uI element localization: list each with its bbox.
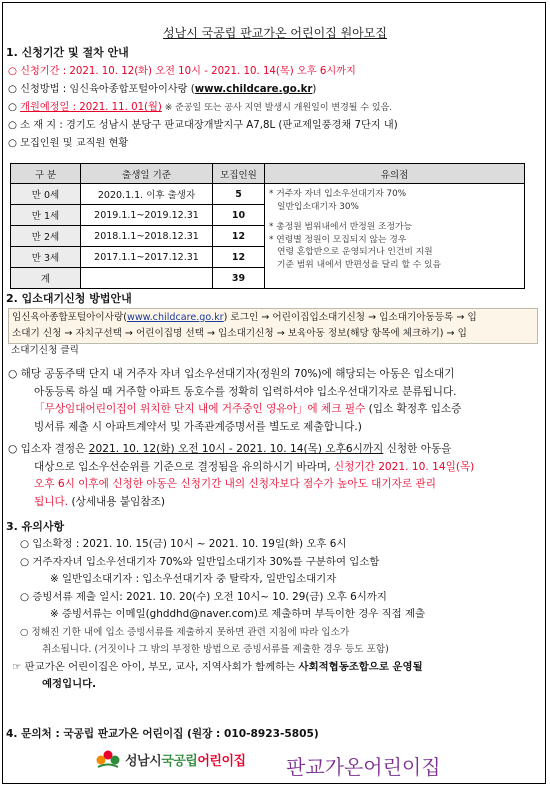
para-underline: 2021. 10. 12(화) 오전 10시 - 2021. 10. 14(목) 오후6시까지 (88, 443, 384, 455)
row-count: 12 (213, 247, 265, 268)
para-line (8, 441, 474, 459)
list-item: ○ 거주자자녀 입소우선대기자 70%와 일반입소대기자 30%를 구분하여 입소함 (20, 555, 380, 568)
list-item: ※ 증빙서류는 이메일(ghddhd@naver.com)로 제출하며 부득이한 경우 직접 제출 (50, 608, 426, 620)
note-line: * 거주자 자녀 입소우선대기자 70% (269, 189, 407, 199)
apply-steps-box (8, 308, 538, 344)
para-text: (입소 확정후 입소증 (365, 403, 462, 415)
table-row (11, 184, 525, 205)
opening-date (8, 100, 392, 116)
opening-date-label: 개원예정일 : 2021. 11. 01(월) (20, 102, 162, 113)
note-line: 일반입소대기자 30% (277, 201, 359, 212)
header-notes: 유의점 (265, 164, 525, 184)
paragraph-decision (8, 441, 474, 511)
table-header-row (11, 164, 525, 184)
para-line: ○ 해당 공동주택 단지 내 거주자 자녀 입소우선대기자(정원의 70%)에 해당되는 아동은 입소대기 (8, 368, 455, 380)
logo-text-public: 국공립 (161, 753, 198, 769)
logo-text (125, 750, 246, 769)
row-birth: 2018.1.1~2018.12.31 (81, 226, 213, 247)
logo-icon (95, 748, 121, 770)
note-line: 기준 범위 내에서 반편성을 달리 할 수 있음 (277, 259, 442, 270)
row-count: 5 (213, 184, 265, 205)
row-birth (81, 268, 213, 289)
address: ○ 소 재 지 : 경기도 성남시 분당구 판교대장개발지구 A7,8L (판교제일풍경채 7단지 내) (8, 120, 398, 131)
list-text: ☞ 판교가온 어린이집은 아이, 부모, 교사, 지역사회가 함께하는 (12, 660, 299, 673)
list-item: 예정입니다. (42, 678, 97, 690)
childcare-link[interactable]: www.childcare.go.kr (194, 84, 313, 95)
header-group: 구 분 (11, 164, 81, 184)
header-birth: 출생일 기준 (81, 164, 213, 184)
page-title: 성남시 국공립 판교가온 어린이집 원아모집 (163, 26, 387, 40)
row-birth: 2020.1.1. 이후 출생자 (81, 184, 213, 205)
contact-info: 4. 문의처 : 국공립 판교가온 어린이집 (원장 : 010-8923-5805) (6, 728, 319, 740)
row-count: 10 (213, 205, 265, 226)
para-line: 아동등록 하실 때 거주할 아파트 동호수를 정확히 입력하셔야 입소우선대기자로 분류됩니다. (34, 385, 457, 398)
para-red: 됩니다. (34, 495, 69, 508)
note-line: 연령 혼합반으로 운영되거나 인건비 지원 (277, 247, 433, 257)
list-bold: 사회적협동조합으로 운영될 (298, 660, 423, 673)
apply-steps-prefix: 임신육아종합포털아이사랑( (12, 312, 127, 323)
box-childcare-link[interactable]: www.childcare.go.kr (126, 312, 224, 323)
logo-text-city: 성남시 (125, 753, 162, 769)
notes-list (12, 536, 426, 694)
para-line (8, 401, 461, 419)
row-group: 계 (11, 268, 81, 289)
table-notes (265, 184, 525, 289)
opening-date-note: ※ 준공일 또는 공사 지연 발생시 개원일이 변경될 수 있음. (161, 103, 393, 113)
section2-heading: 2. 입소대기신청 방법안내 (6, 292, 132, 305)
para-text: 신청한 아동을 (383, 443, 452, 455)
section3-heading: 3. 유의사항 (6, 520, 65, 533)
row-group: 만 3세 (11, 247, 81, 268)
list-item: ○ 증빙서류 제출 일시: 2021. 10. 20(수) 오전 10시~ 10. 29(금) 오후 6시까지 (20, 590, 387, 603)
row-count: 12 (213, 226, 265, 247)
apply-method-suffix: ) (312, 84, 317, 95)
para-line: 오후 6시 이후에 신청한 아동은 신청기간 내의 신청자보다 점수가 높아도 대기자로 관리 (34, 478, 436, 490)
paragraph-priority (8, 366, 461, 436)
list-item: ○ 정해진 기한 내에 입소 증빙서류를 제출하지 못하면 관련 지침에 따라 입소가 (20, 626, 350, 638)
row-group: 만 2세 (11, 226, 81, 247)
seongnam-logo (95, 748, 246, 770)
section1-heading: 1. 신청기간 및 절차 안내 (6, 46, 129, 59)
row-birth: 2019.1.1~2019.12.31 (81, 205, 213, 226)
apply-steps-line: 소대기신청 클릭 (11, 345, 79, 356)
note-line: * 총정원 범위내에서 반정원 조정가능 (269, 222, 413, 232)
list-item (12, 659, 425, 677)
apply-steps-line (12, 310, 534, 326)
para-text: (상세내용 붙임참조) (68, 495, 165, 508)
para-line: 빙서류 제출 시 아파트계약서 및 가족관계증명서를 별도로 제출합니다.) (34, 420, 362, 433)
row-group: 만 1세 (11, 205, 81, 226)
header-count: 모집인원 (213, 164, 265, 184)
apply-steps-suffix: ) 로그인 → 어린이집입소대기신청 → 입소대기아동등록 → 입 (223, 312, 477, 323)
para-text: 대상으로 입소우선순위를 기준으로 결정됨을 유의하시기 바라며, (34, 460, 334, 473)
logo-text-daycare: 어린이집 (197, 753, 246, 769)
apply-steps-line: 소대기 신청 → 자치구선택 → 어린이집명 선택 → 입소대기신청 → 보육아동 정보(해당 항목에 체크하기) → 입 (12, 328, 467, 339)
list-item: 취소됩니다. (거짓이나 그 밖의 부정한 방법으로 증빙서류를 제출한 경우 등도 포함) (42, 644, 389, 655)
recruit-status: ○ 모집인원 및 교직원 현황 (8, 138, 129, 149)
apply-period: ○ 신청기간 : 2021. 10. 12(화) 오전 10시 - 2021. 10. 14(목) 오후 6시까지 (8, 66, 356, 77)
daycare-signature: 판교가온어린이집 (286, 755, 441, 779)
apply-method (8, 82, 316, 98)
row-group: 만 0세 (11, 184, 81, 205)
para-red: 「무상임대어린이집이 위치한 단지 내에 거주중인 영유아」에 체크 필수 (34, 403, 366, 415)
para-line (8, 459, 474, 477)
list-item: ※ 일반입소대기자 : 입소우선대기자 중 탈락자, 일반입소대기자 (50, 573, 337, 585)
bullet-circle: ○ (8, 102, 21, 113)
row-birth: 2017.1.1~2017.12.31 (81, 247, 213, 268)
note-line: * 연령별 정원이 모집되지 않는 경우 (269, 234, 407, 245)
para-text: ○ 입소자 결정은 (8, 443, 89, 455)
apply-method-prefix: ○ 신청방법 : 임신육아종합포털아이사랑 ( (8, 84, 195, 95)
para-red: 신청기간 2021. 10. 14일(목) (333, 460, 475, 473)
para-line (8, 494, 474, 512)
row-count: 39 (213, 268, 265, 289)
recruit-table (10, 163, 525, 289)
list-item: ○ 입소확정 : 2021. 10. 15(금) 10시 ~ 2021. 10. 19일(화) 오후 6시 (20, 538, 347, 550)
note-spacer (269, 213, 520, 221)
